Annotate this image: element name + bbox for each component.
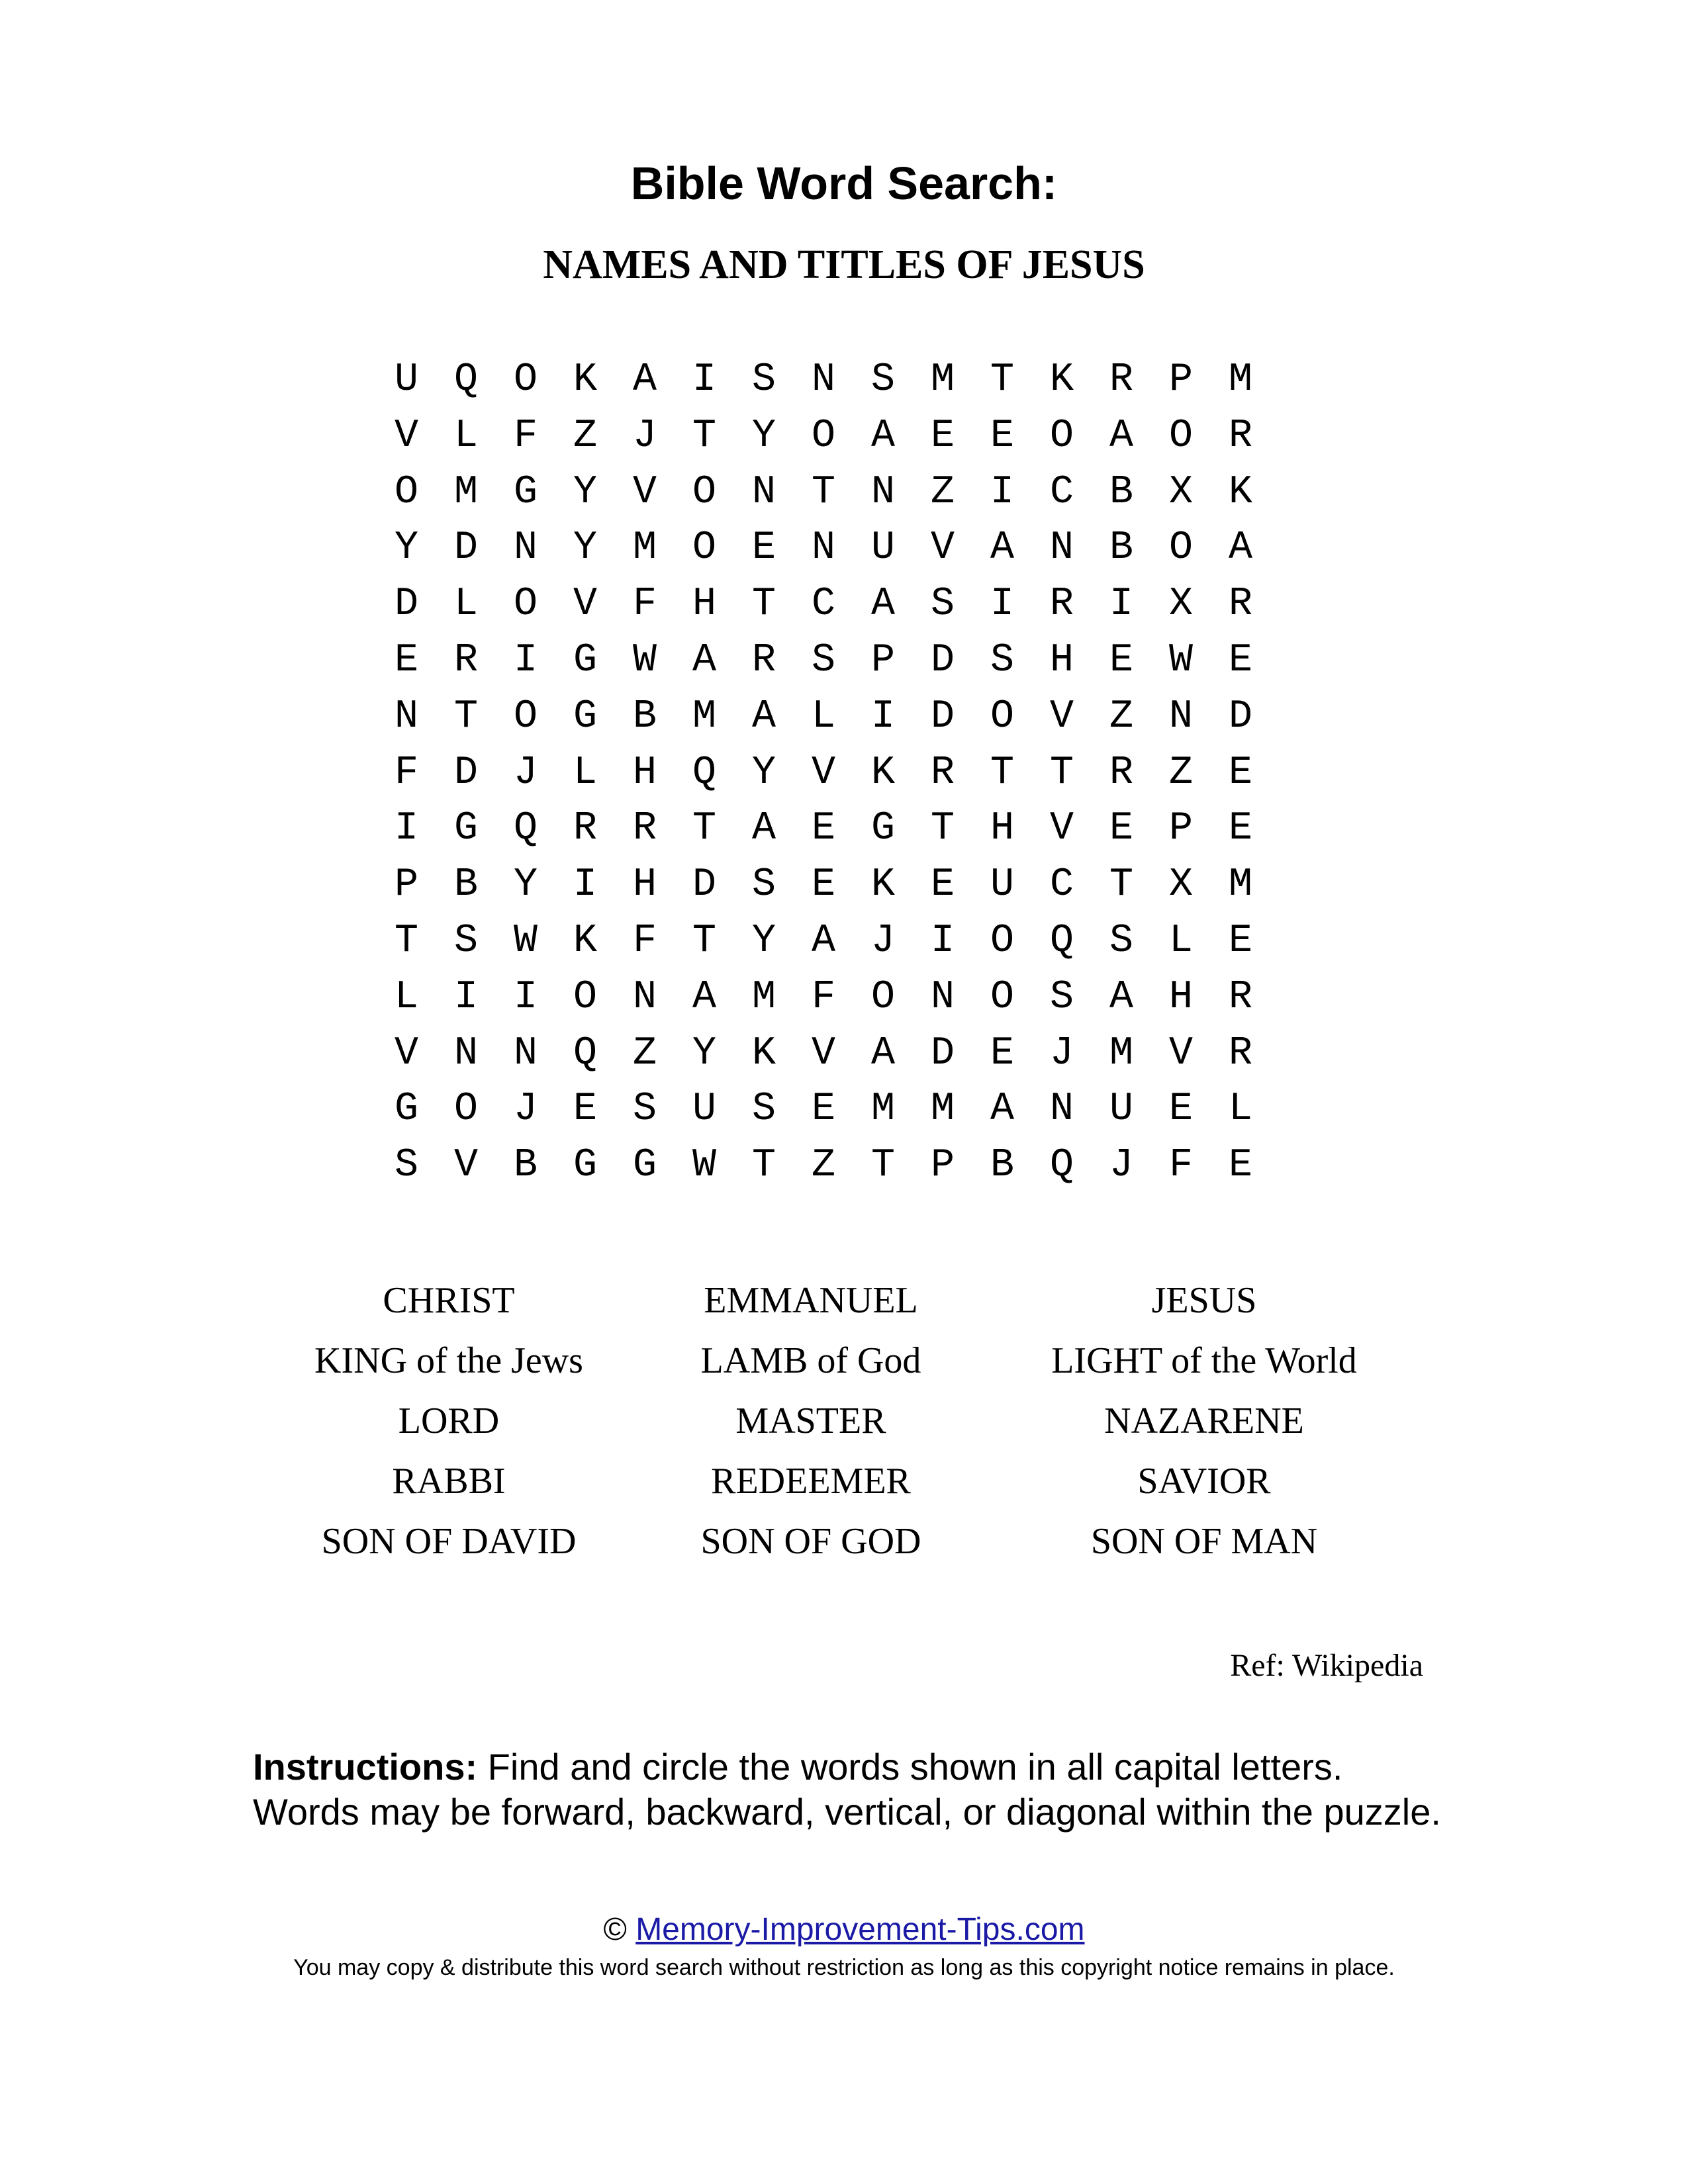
grid-letter: A [1229, 525, 1253, 571]
grid-letter: D [931, 637, 955, 683]
grid-letter: T [1050, 750, 1074, 796]
grid-letter: J [1109, 1143, 1134, 1189]
grid-letter: E [752, 525, 776, 571]
grid-letter: T [692, 918, 717, 964]
grid-letter: R [1229, 1030, 1253, 1076]
grid-letter: R [1109, 750, 1134, 796]
grid-letter: A [692, 637, 717, 683]
grid-letter: B [633, 694, 657, 739]
word-list-item: JESUS [1151, 1280, 1257, 1321]
grid-letter: T [871, 1143, 896, 1189]
grid-letter: K [573, 918, 598, 964]
grid-letter: Q [1050, 918, 1074, 964]
grid-letter: M [1109, 1030, 1134, 1076]
grid-letter: E [931, 413, 955, 459]
grid-letter: C [812, 582, 836, 627]
grid-letter: P [395, 862, 419, 908]
grid-letter: A [871, 1030, 896, 1076]
grid-letter: L [395, 974, 419, 1020]
grid-letter: F [1169, 1143, 1194, 1189]
grid-letter: N [1169, 694, 1194, 739]
grid-letter: F [633, 582, 657, 627]
grid-letter: V [395, 1030, 419, 1076]
grid-letter: T [990, 750, 1015, 796]
grid-letter: R [1050, 582, 1074, 627]
grid-letter: H [633, 862, 657, 908]
grid-letter: O [454, 1087, 479, 1132]
grid-letter: H [1050, 637, 1074, 683]
word-list-item: REDEEMER [711, 1461, 911, 1502]
grid-letter: B [454, 862, 479, 908]
grid-letter: H [990, 806, 1015, 852]
grid-letter: E [1229, 806, 1253, 852]
grid-letter: D [395, 582, 419, 627]
grid-letter: A [752, 694, 776, 739]
grid-letter: M [633, 525, 657, 571]
grid-letter: N [514, 525, 538, 571]
copyright-notice: You may copy & distribute this word search without restriction as long as this copyright notice remains in place. [293, 1955, 1395, 1980]
grid-letter: V [454, 1143, 479, 1189]
grid-letter: R [573, 806, 598, 852]
word-list-item: RABBI [392, 1461, 506, 1502]
grid-letter: I [514, 637, 538, 683]
grid-letter: P [1169, 357, 1194, 402]
grid-letter: N [454, 1030, 479, 1076]
grid-letter: U [990, 862, 1015, 908]
word-list-item: EMMANUEL [704, 1280, 918, 1321]
grid-letter: R [1229, 413, 1253, 459]
grid-letter: E [1229, 637, 1253, 683]
grid-letter: Y [514, 862, 538, 908]
grid-letter: Y [573, 525, 598, 571]
grid-letter: G [573, 637, 598, 683]
grid-letter: A [752, 806, 776, 852]
grid-letter: X [1169, 582, 1194, 627]
grid-letter: O [1050, 413, 1074, 459]
grid-letter: P [871, 637, 896, 683]
grid-letter: T [1109, 862, 1134, 908]
grid-letter: E [812, 1087, 836, 1132]
grid-letter: J [633, 413, 657, 459]
copyright-line [0, 1909, 1688, 1950]
grid-letter: G [395, 1087, 419, 1132]
grid-letter: R [633, 806, 657, 852]
grid-letter: M [1229, 862, 1253, 908]
grid-letter: V [1169, 1030, 1194, 1076]
grid-letter: E [990, 413, 1015, 459]
grid-letter: T [990, 357, 1015, 402]
grid-letter: W [692, 1143, 717, 1189]
grid-letter: I [931, 918, 955, 964]
grid-letter: O [514, 694, 538, 739]
grid-letter: U [871, 525, 896, 571]
grid-letter: S [752, 862, 776, 908]
grid-letter: T [752, 582, 776, 627]
grid-letter: O [395, 469, 419, 515]
page-title: Bible Word Search: [630, 158, 1058, 209]
grid-letter: W [1169, 637, 1194, 683]
grid-letter: S [454, 918, 479, 964]
grid-letter: A [871, 582, 896, 627]
grid-letter: G [871, 806, 896, 852]
grid-letter: B [990, 1143, 1015, 1189]
grid-letter: I [454, 974, 479, 1020]
grid-letter: L [1169, 918, 1194, 964]
grid-letter: M [931, 1087, 955, 1132]
grid-letter: K [1050, 357, 1074, 402]
grid-letter: Y [692, 1030, 717, 1076]
grid-letter: O [1169, 413, 1194, 459]
grid-letter: M [931, 357, 955, 402]
grid-letter: V [931, 525, 955, 571]
grid-letter: V [633, 469, 657, 515]
grid-letter: G [573, 694, 598, 739]
grid-letter: I [395, 806, 419, 852]
grid-letter: G [573, 1143, 598, 1189]
grid-letter: R [1109, 357, 1134, 402]
grid-letter: H [633, 750, 657, 796]
grid-letter: S [395, 1143, 419, 1189]
grid-letter: N [1050, 525, 1074, 571]
grid-letter: J [1050, 1030, 1074, 1076]
website-link[interactable]: Memory-Improvement-Tips.com [635, 1912, 1085, 1947]
grid-letter: L [573, 750, 598, 796]
grid-letter: F [633, 918, 657, 964]
grid-letter: O [990, 918, 1015, 964]
grid-letter: K [752, 1030, 776, 1076]
grid-letter: V [812, 750, 836, 796]
grid-letter: N [752, 469, 776, 515]
grid-letter: D [454, 750, 479, 796]
grid-letter: U [395, 357, 419, 402]
grid-letter: A [1109, 974, 1134, 1020]
grid-letter: Z [633, 1030, 657, 1076]
grid-letter: T [692, 806, 717, 852]
grid-letter: N [395, 694, 419, 739]
grid-letter: C [1050, 862, 1074, 908]
grid-letter: Y [573, 469, 598, 515]
word-list-item: NAZARENE [1104, 1400, 1304, 1441]
grid-letter: O [573, 974, 598, 1020]
grid-letter: Y [752, 918, 776, 964]
grid-letter: O [514, 582, 538, 627]
grid-letter: Y [752, 750, 776, 796]
grid-letter: K [573, 357, 598, 402]
grid-letter: A [812, 918, 836, 964]
word-list-item: SON OF GOD [700, 1521, 921, 1562]
grid-letter: F [812, 974, 836, 1020]
grid-letter: E [1229, 750, 1253, 796]
grid-letter: D [931, 694, 955, 739]
grid-letter: N [812, 357, 836, 402]
grid-letter: Q [454, 357, 479, 402]
instructions [253, 1745, 1577, 1835]
grid-letter: A [633, 357, 657, 402]
grid-letter: I [573, 862, 598, 908]
copyright-symbol: © [603, 1912, 627, 1947]
word-list-item: KING of the Jews [314, 1340, 583, 1381]
grid-letter: T [454, 694, 479, 739]
grid-letter: D [1229, 694, 1253, 739]
grid-letter: X [1169, 862, 1194, 908]
grid-letter: Q [573, 1030, 598, 1076]
grid-letter: E [1109, 806, 1134, 852]
grid-letter: I [871, 694, 896, 739]
grid-letter: V [1050, 806, 1074, 852]
grid-letter: P [931, 1143, 955, 1189]
grid-letter: Z [812, 1143, 836, 1189]
grid-letter: E [1229, 918, 1253, 964]
grid-letter: B [514, 1143, 538, 1189]
grid-letter: Z [931, 469, 955, 515]
grid-letter: Z [1169, 750, 1194, 796]
word-list-item: LAMB of God [700, 1340, 921, 1381]
grid-letter: R [1229, 582, 1253, 627]
instructions-line-2: Words may be forward, backward, vertical, or diagonal within the puzzle. [253, 1791, 1441, 1833]
grid-letter: R [454, 637, 479, 683]
grid-letter: L [454, 413, 479, 459]
grid-letter: L [812, 694, 836, 739]
grid-letter: D [692, 862, 717, 908]
grid-letter: O [1169, 525, 1194, 571]
grid-letter: E [812, 862, 836, 908]
grid-letter: H [692, 582, 717, 627]
grid-letter: H [1169, 974, 1194, 1020]
word-list-item: SON OF DAVID [321, 1521, 577, 1562]
page-subtitle: NAMES AND TITLES OF JESUS [543, 242, 1145, 287]
grid-letter: E [1229, 1143, 1253, 1189]
grid-letter: Z [1109, 694, 1134, 739]
word-list-item: LORD [398, 1400, 500, 1441]
grid-letter: M [752, 974, 776, 1020]
grid-letter: B [1109, 469, 1134, 515]
word-list-item: MASTER [735, 1400, 886, 1441]
grid-letter: E [573, 1087, 598, 1132]
grid-letter: S [752, 357, 776, 402]
word-list-item: LIGHT of the World [1051, 1340, 1357, 1381]
grid-letter: E [1169, 1087, 1194, 1132]
grid-letter: A [990, 1087, 1015, 1132]
grid-letter: A [1109, 413, 1134, 459]
word-list-item: CHRIST [383, 1280, 515, 1321]
grid-letter: T [752, 1143, 776, 1189]
grid-letter: D [454, 525, 479, 571]
grid-letter: T [931, 806, 955, 852]
grid-letter: I [990, 582, 1015, 627]
grid-letter: B [1109, 525, 1134, 571]
grid-letter: M [454, 469, 479, 515]
grid-letter: V [1050, 694, 1074, 739]
grid-letter: D [931, 1030, 955, 1076]
grid-letter: L [454, 582, 479, 627]
grid-letter: M [1229, 357, 1253, 402]
grid-letter: J [514, 1087, 538, 1132]
grid-letter: W [514, 918, 538, 964]
grid-letter: O [514, 357, 538, 402]
grid-letter: G [514, 469, 538, 515]
grid-letter: O [692, 525, 717, 571]
grid-letter: S [1050, 974, 1074, 1020]
grid-letter: E [812, 806, 836, 852]
grid-letter: T [692, 413, 717, 459]
grid-letter: L [1229, 1087, 1253, 1132]
grid-letter: F [514, 413, 538, 459]
grid-letter: V [573, 582, 598, 627]
grid-letter: E [990, 1030, 1015, 1076]
grid-letter: S [633, 1087, 657, 1132]
grid-letter: N [931, 974, 955, 1020]
grid-letter: X [1169, 469, 1194, 515]
grid-letter: I [1109, 582, 1134, 627]
grid-letter: M [871, 1087, 896, 1132]
grid-letter: O [990, 974, 1015, 1020]
grid-letter: K [1229, 469, 1253, 515]
grid-letter: A [990, 525, 1015, 571]
grid-letter: S [752, 1087, 776, 1132]
grid-letter: O [812, 413, 836, 459]
grid-letter: K [871, 750, 896, 796]
grid-letter: W [633, 637, 657, 683]
word-list-item: SON OF MAN [1090, 1521, 1318, 1562]
grid-letter: Y [395, 525, 419, 571]
grid-letter: E [395, 637, 419, 683]
grid-letter: N [812, 525, 836, 571]
grid-letter: O [990, 694, 1015, 739]
grid-letter: N [514, 1030, 538, 1076]
grid-letter: E [931, 862, 955, 908]
word-search-grid [395, 352, 1288, 1194]
grid-letter: T [812, 469, 836, 515]
grid-letter: G [633, 1143, 657, 1189]
grid-letter: T [395, 918, 419, 964]
grid-letter: N [1050, 1087, 1074, 1132]
grid-letter: U [692, 1087, 717, 1132]
grid-letter: F [395, 750, 419, 796]
instructions-label: Instructions: [253, 1746, 478, 1788]
grid-letter: R [931, 750, 955, 796]
grid-letter: O [692, 469, 717, 515]
grid-letter: N [633, 974, 657, 1020]
grid-letter: S [990, 637, 1015, 683]
grid-letter: I [514, 974, 538, 1020]
grid-letter: Q [514, 806, 538, 852]
grid-letter: S [1109, 918, 1134, 964]
grid-letter: I [990, 469, 1015, 515]
grid-letter: J [871, 918, 896, 964]
grid-letter: S [871, 357, 896, 402]
grid-letter: O [871, 974, 896, 1020]
grid-letter: I [692, 357, 717, 402]
grid-letter: R [752, 637, 776, 683]
grid-letter: S [931, 582, 955, 627]
grid-letter: A [692, 974, 717, 1020]
grid-letter: V [395, 413, 419, 459]
grid-letter: U [1109, 1087, 1134, 1132]
grid-letter: K [871, 862, 896, 908]
reference-note: Ref: Wikipedia [1230, 1648, 1423, 1683]
word-list-item: SAVIOR [1137, 1461, 1271, 1502]
grid-letter: Y [752, 413, 776, 459]
grid-letter: M [692, 694, 717, 739]
grid-letter: Q [692, 750, 717, 796]
grid-letter: J [514, 750, 538, 796]
grid-letter: S [812, 637, 836, 683]
grid-letter: N [871, 469, 896, 515]
grid-letter: Q [1050, 1143, 1074, 1189]
grid-letter: C [1050, 469, 1074, 515]
grid-letter: Z [573, 413, 598, 459]
grid-letter: E [1109, 637, 1134, 683]
grid-letter: G [454, 806, 479, 852]
word-list [283, 1271, 1401, 1572]
grid-letter: P [1169, 806, 1194, 852]
grid-letter: A [871, 413, 896, 459]
grid-letter: V [812, 1030, 836, 1076]
instructions-line-1: Find and circle the words shown in all capital letters. [477, 1746, 1343, 1788]
grid-letter: R [1229, 974, 1253, 1020]
